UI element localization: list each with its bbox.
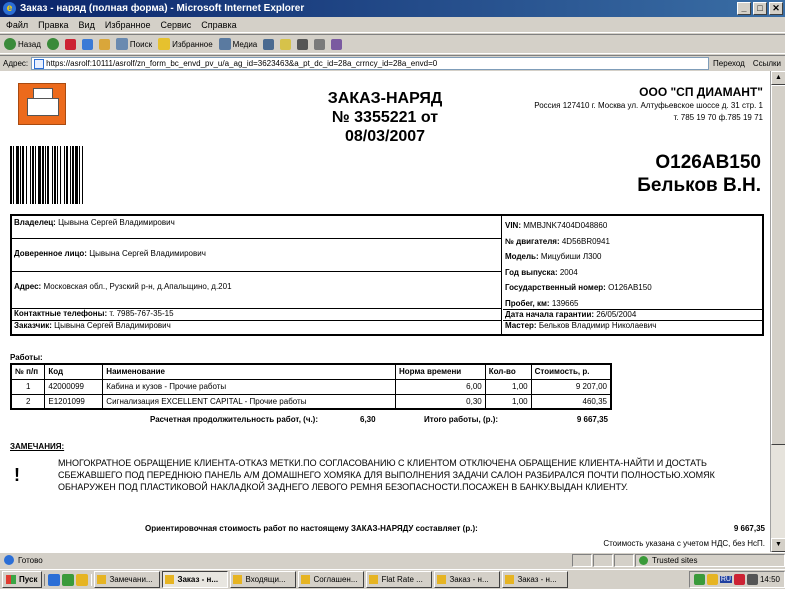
table-row: 2 E1201099 Сигнализация EXCELLENT CAPITAL - Прочие работы 0,30 1,00 460,35 bbox=[11, 394, 611, 409]
address-input[interactable] bbox=[31, 57, 709, 70]
taskbar bbox=[0, 569, 785, 589]
toolbar bbox=[0, 34, 785, 54]
vat-note: Стоимость указана с учетом НДС, без НсП. bbox=[603, 539, 765, 548]
customer-value: Цывына Сергей Владимирович bbox=[54, 321, 171, 330]
search-button[interactable]: Поиск bbox=[116, 38, 152, 50]
works-header-row bbox=[11, 364, 611, 379]
org-name: ООО "СП ДИАМАНТ" bbox=[639, 85, 763, 99]
menu-view[interactable]: Вид bbox=[78, 20, 95, 30]
total-cost-value: 9 667,35 bbox=[576, 415, 608, 424]
back-arrow-icon bbox=[4, 38, 16, 50]
desktop-quicklaunch-icon[interactable] bbox=[62, 574, 74, 586]
mail-button[interactable] bbox=[280, 39, 291, 50]
total-time-value: 6,30 bbox=[360, 415, 376, 424]
address-url: https://asrolf:10111/asrolf/zn_form_bc_envd_pv_u/a_ag_id=3623463&a_pt_dc_id=28a_crrncy_id=28a_envd=0 bbox=[46, 58, 438, 68]
organization-block bbox=[503, 85, 763, 123]
phones-row: Контактные телефоны: т. 7985-767-35-15 bbox=[12, 309, 501, 321]
col-cost: Стоимость, р. bbox=[531, 364, 611, 379]
scroll-up-icon[interactable]: ▲ bbox=[771, 71, 785, 85]
scroll-thumb[interactable] bbox=[771, 85, 785, 445]
menu-favorites[interactable]: Избранное bbox=[104, 20, 151, 30]
owner-value: Цывына Сергей Владимирович bbox=[58, 218, 175, 227]
works-table bbox=[10, 363, 612, 410]
year-row: Год выпуска: 2004 bbox=[505, 267, 578, 277]
maximize-button[interactable]: □ bbox=[753, 2, 767, 15]
info-table bbox=[10, 214, 764, 336]
estimate-row bbox=[145, 524, 765, 533]
title-bar bbox=[0, 0, 785, 17]
refresh-button[interactable] bbox=[82, 39, 93, 50]
print-icon[interactable] bbox=[18, 83, 66, 125]
address-value: Московская обл., Рузский р-н, д.Апальщино, д.201 bbox=[43, 282, 232, 291]
menu-edit[interactable]: Правка bbox=[38, 20, 69, 30]
home-button[interactable] bbox=[99, 39, 110, 50]
security-zone: Trusted sites bbox=[635, 554, 785, 567]
tray-icon[interactable] bbox=[734, 574, 745, 585]
customer-row: Заказчик: Цывына Сергей Владимирович bbox=[14, 321, 171, 330]
client-short-name: Бельков В.Н. bbox=[637, 175, 761, 196]
page-icon bbox=[34, 59, 44, 69]
work-order-document bbox=[8, 79, 765, 549]
clock: 14:50 bbox=[759, 575, 780, 584]
forward-button[interactable] bbox=[47, 38, 59, 50]
menu-help[interactable]: Справка bbox=[201, 20, 237, 30]
col-name: Наименование bbox=[103, 364, 396, 379]
engine-row: № двигателя: 4D56BR0941 bbox=[505, 236, 610, 246]
vin-row: VIN: MMBJNK7404D048860 bbox=[505, 221, 608, 230]
go-button[interactable]: Переход bbox=[713, 58, 745, 68]
taskbar-item[interactable]: Flat Rate ... bbox=[366, 571, 432, 588]
vertical-scrollbar[interactable] bbox=[770, 71, 785, 552]
barcode bbox=[10, 146, 106, 204]
edit-button[interactable] bbox=[314, 39, 325, 50]
taskbar-item[interactable]: Заказ - н... bbox=[434, 571, 500, 588]
remarks-label: ЗАМЕЧАНИЯ: bbox=[10, 442, 65, 451]
search-icon bbox=[116, 38, 128, 50]
gosnum-row: Государственный номер: О126АВ150 bbox=[505, 283, 652, 292]
mileage-row: Пробег, км: 139665 bbox=[505, 298, 579, 308]
quick-launch bbox=[44, 574, 92, 586]
col-num: № п/п bbox=[11, 364, 45, 379]
plate-number: О126АВ150 bbox=[655, 152, 761, 173]
lock-icon bbox=[614, 554, 634, 567]
stop-button[interactable] bbox=[65, 39, 76, 50]
col-code: Код bbox=[45, 364, 103, 379]
taskbar-item-active[interactable]: Заказ - н... bbox=[162, 571, 228, 588]
start-button[interactable]: Пуск bbox=[2, 571, 42, 588]
model-row: Модель: Мицубиши Л300 bbox=[505, 252, 602, 261]
customer-column bbox=[12, 216, 502, 334]
tray-icon[interactable] bbox=[707, 574, 718, 585]
estimate-label: Ориентировочная стоимость работ по настоящему ЗАКАЗ-НАРЯДУ составляет (р.): bbox=[145, 524, 478, 533]
estimate-value: 9 667,35 bbox=[733, 524, 765, 533]
star-icon bbox=[158, 38, 170, 50]
col-norm: Норма времени bbox=[396, 364, 486, 379]
address-bar bbox=[0, 55, 785, 70]
total-cost-label: Итого работы, (р.): bbox=[424, 415, 499, 424]
taskbar-item[interactable]: Замечани... bbox=[94, 571, 160, 588]
status-text: Готово bbox=[0, 556, 572, 565]
taskbar-item[interactable]: Соглашен... bbox=[298, 571, 364, 588]
remarks-text: МНОГОКРАТНОЕ ОБРАЩЕНИЕ КЛИЕНТА-ОТКАЗ МЕТКИ.ПО СОГЛАСОВАНИЮ С КЛИЕНТОМ ОТКЛЮЧЕНА ОБРАЩЕНИЕ КЛИЕНТА-НАЙТИ И ДОСТАТЬ СБЕЖАВШЕГО ПОД ПЕРЕДНЮЮ ПАНЕЛЬ А/М ДОМАШНЕГО ХОМЯКА ДЛЯ ВЫПОЛНЕНИЯ ЗАДАЧИ САЛОН РАЗБИРАЛСЯ ПОЧТИ ПОЛНОСТЬЮ.ХОМЯК ОБНАРУЖЕН ПОД ПЛАСТИКОВОЙ НАКЛАДКОЙ ЗАДНЕГО ЛЕВОГО РЕМНЯ БЕЗОПАСНОСТИ.ПОСАЖЕН В БАНКУ.ВЫДАН КЛИЕНТУ. bbox=[58, 458, 715, 492]
plate-block bbox=[637, 151, 761, 197]
org-phone: т. 785 19 70 ф.785 19 71 bbox=[673, 113, 763, 122]
menu-tools[interactable]: Сервис bbox=[160, 20, 192, 30]
document-title bbox=[326, 89, 444, 146]
status-bar bbox=[0, 552, 785, 568]
system-tray bbox=[689, 571, 785, 588]
address-row: Адрес: Московская обл., Рузский р-н, д.Апальщино, д.201 bbox=[12, 272, 501, 309]
org-address: Россия 127410 г. Москва ул. Алтуфьевское шоссе д. 31 стр. 1 bbox=[534, 101, 763, 110]
media-button[interactable]: Медиа bbox=[219, 38, 258, 50]
history-button[interactable] bbox=[263, 39, 274, 50]
close-button[interactable]: ✕ bbox=[769, 2, 783, 15]
favorites-button[interactable]: Избранное bbox=[158, 38, 213, 50]
menu-file[interactable]: Файл bbox=[6, 20, 29, 30]
minimize-button[interactable]: _ bbox=[737, 2, 751, 15]
warranty-row: Дата начала гарантии: 26/05/2004 bbox=[503, 309, 762, 321]
order-date: 08/03/2007 bbox=[344, 128, 426, 145]
media-icon bbox=[219, 38, 231, 50]
print-button[interactable] bbox=[297, 39, 308, 50]
master-row: Мастер: Бельков Владимир Николаевич bbox=[505, 321, 657, 330]
taskbar-item[interactable]: Входящи... bbox=[230, 571, 296, 588]
address-label: Адрес: bbox=[3, 58, 29, 68]
exclamation-icon: ! bbox=[14, 465, 20, 485]
phones-value: т. 7985-767-35-15 bbox=[109, 309, 174, 318]
proxy-value: Цывына Сергей Владимирович bbox=[89, 249, 206, 258]
owner-row: Владелец: Цывына Сергей Владимирович bbox=[12, 216, 501, 239]
total-time-label: Расчетная продолжительность работ, (ч.): bbox=[150, 415, 319, 424]
ie-quicklaunch-icon[interactable] bbox=[48, 574, 60, 586]
back-button[interactable]: Назад bbox=[4, 38, 41, 50]
discuss-button[interactable] bbox=[331, 39, 342, 50]
proxy-row: Доверенное лицо: Цывына Сергей Владимирович bbox=[12, 239, 501, 272]
title-line-1: ЗАКАЗ-НАРЯД bbox=[327, 90, 443, 107]
col-qty: Кол-во bbox=[485, 364, 531, 379]
volume-icon[interactable] bbox=[747, 574, 758, 585]
order-number: № 3355221 от bbox=[331, 109, 439, 126]
window-title: Заказ - наряд (полная форма) - Microsoft Internet Explorer bbox=[20, 3, 305, 14]
ie-logo-icon: e bbox=[3, 2, 16, 15]
table-row: 1 42000099 Кабина и кузов - Прочие работы 6,00 1,00 9 207,00 bbox=[11, 379, 611, 394]
page-content bbox=[0, 71, 770, 552]
scroll-down-icon[interactable]: ▼ bbox=[771, 538, 785, 552]
outlook-quicklaunch-icon[interactable] bbox=[76, 574, 88, 586]
menu-bar bbox=[0, 17, 785, 33]
language-indicator[interactable]: RU bbox=[720, 576, 731, 583]
links-button[interactable]: Ссылки bbox=[752, 58, 781, 68]
taskbar-item[interactable]: Заказ - н... bbox=[502, 571, 568, 588]
vehicle-column bbox=[503, 216, 762, 334]
works-label: Работы: bbox=[10, 353, 43, 362]
tray-icon[interactable] bbox=[694, 574, 705, 585]
